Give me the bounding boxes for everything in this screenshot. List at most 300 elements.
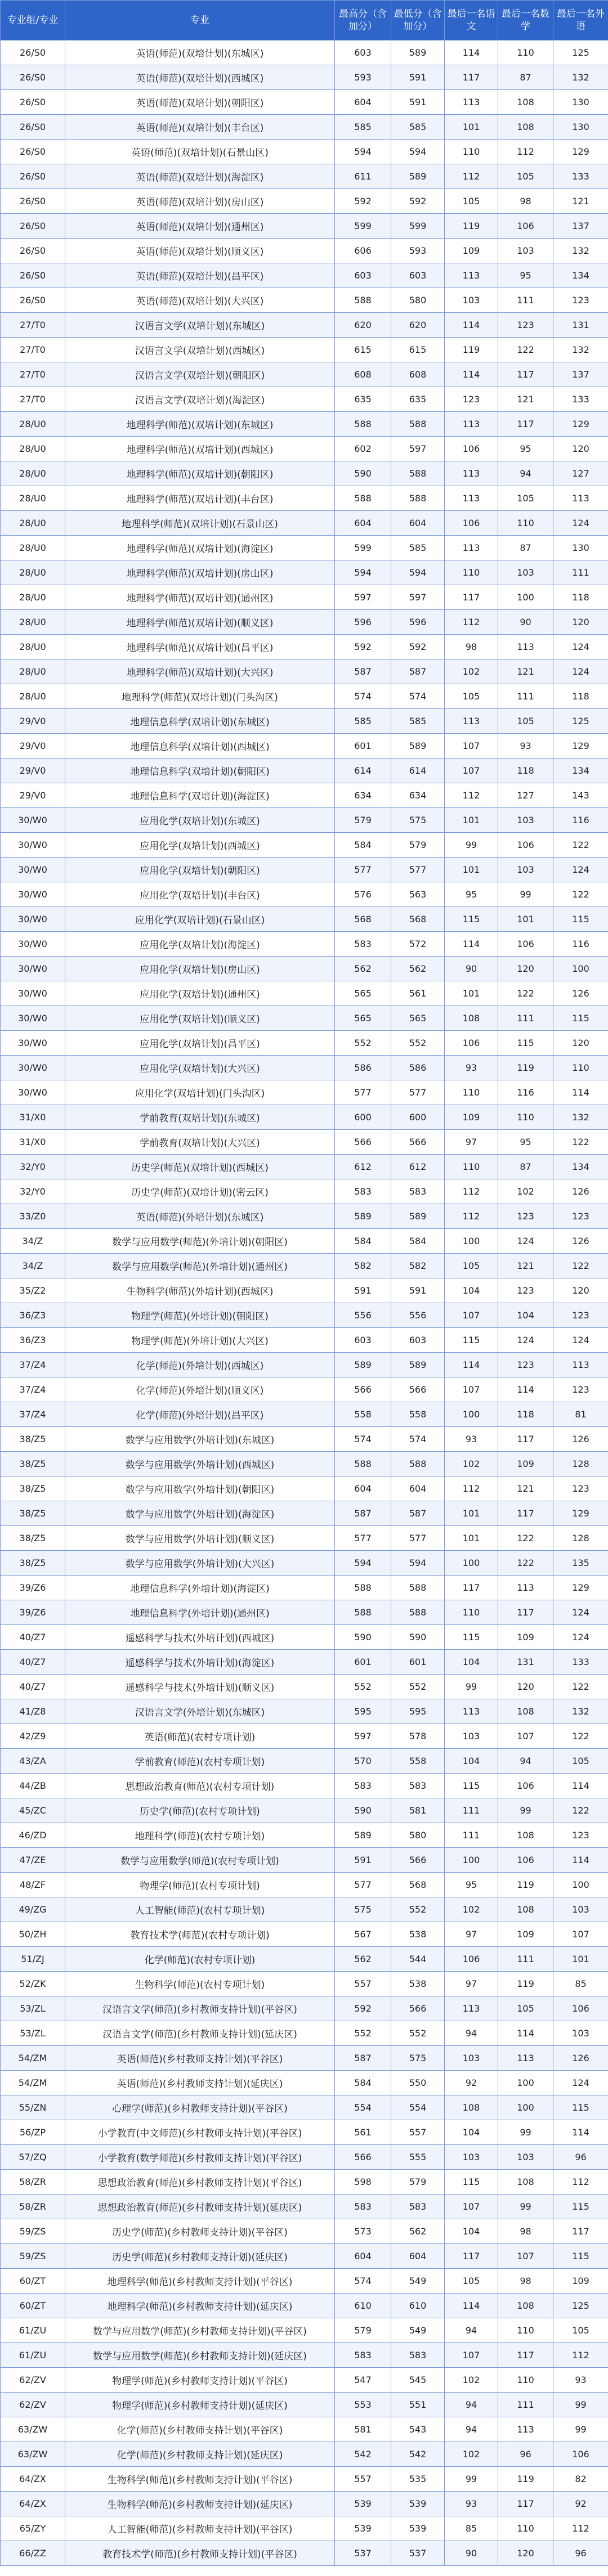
group-cell: 34/Z [1, 1229, 65, 1254]
max-score-cell: 587 [335, 659, 391, 684]
table-row [1, 1402, 608, 1427]
group-cell: 41/Z8 [1, 1699, 65, 1724]
group-cell: 34/Z [1, 1254, 65, 1278]
max-score-cell: 557 [335, 1972, 391, 1996]
major-cell: 英语(师范)(乡村教师支持计划)(平谷区) [65, 2046, 335, 2071]
major-cell: 汉语言文学(师范)(乡村教师支持计划)(平谷区) [65, 1996, 335, 2021]
last-chinese-cell: 106 [445, 511, 498, 536]
major-cell: 应用化学(双培计划)(大兴区) [65, 1056, 335, 1080]
max-score-cell: 552 [335, 1675, 391, 1699]
major-cell: 生物科学(师范)(乡村教师支持计划)(平谷区) [65, 2467, 335, 2492]
major-cell: 化学(师范)(乡村教师支持计划)(平谷区) [65, 2417, 335, 2442]
min-score-cell: 634 [391, 783, 445, 808]
major-cell: 应用化学(双培计划)(门头沟区) [65, 1080, 335, 1105]
group-cell: 28/U0 [1, 684, 65, 709]
max-score-cell: 570 [335, 1749, 391, 1774]
last-english-cell: 117 [553, 2219, 608, 2244]
last-english-cell: 126 [553, 1179, 608, 1204]
min-score-cell: 538 [391, 1972, 445, 1996]
last-english-cell: 121 [553, 189, 608, 214]
max-score-cell: 565 [335, 981, 391, 1006]
table-row [1, 263, 608, 288]
last-english-cell: 110 [553, 1056, 608, 1080]
max-score-cell: 581 [335, 2417, 391, 2442]
last-chinese-cell: 101 [445, 1526, 498, 1551]
group-cell: 30/W0 [1, 882, 65, 907]
min-score-cell: 588 [391, 1600, 445, 1625]
max-score-cell: 577 [335, 1080, 391, 1105]
last-math-cell: 94 [498, 461, 553, 486]
last-chinese-cell: 117 [445, 65, 498, 90]
last-chinese-cell: 102 [445, 1897, 498, 1922]
min-score-cell: 589 [391, 734, 445, 759]
last-english-cell: 115 [553, 1006, 608, 1031]
min-score-cell: 574 [391, 1427, 445, 1452]
last-english-cell: 126 [553, 2046, 608, 2071]
major-cell: 英语(师范)(双培计划)(大兴区) [65, 288, 335, 313]
min-score-cell: 577 [391, 1526, 445, 1551]
group-cell: 31/X0 [1, 1105, 65, 1130]
last-chinese-cell: 101 [445, 808, 498, 833]
major-cell: 化学(师范)(外培计划)(西城区) [65, 1353, 335, 1377]
group-cell: 40/Z7 [1, 1650, 65, 1675]
min-score-cell: 572 [391, 932, 445, 957]
last-english-cell: 99 [553, 2393, 608, 2417]
min-score-cell: 537 [391, 2541, 445, 2566]
last-chinese-cell: 102 [445, 2368, 498, 2393]
group-cell: 38/Z5 [1, 1477, 65, 1501]
min-score-cell: 604 [391, 511, 445, 536]
last-math-cell: 112 [498, 140, 553, 164]
group-cell: 26/S0 [1, 65, 65, 90]
group-cell: 37/Z4 [1, 1402, 65, 1427]
last-chinese-cell: 114 [445, 41, 498, 65]
table-row [1, 461, 608, 486]
last-english-cell: 101 [553, 1947, 608, 1972]
last-chinese-cell: 117 [445, 585, 498, 610]
major-cell: 地理科学(师范)(双培计划)(通州区) [65, 585, 335, 610]
major-cell: 地理科学(师范)(双培计划)(昌平区) [65, 635, 335, 659]
last-english-cell: 106 [553, 2442, 608, 2467]
group-cell: 32/Y0 [1, 1155, 65, 1179]
header-min-score: 最低分（含加分） [391, 1, 445, 41]
max-score-cell: 604 [335, 1477, 391, 1501]
group-cell: 65/ZY [1, 2516, 65, 2541]
min-score-cell: 566 [391, 1130, 445, 1155]
last-math-cell: 113 [498, 1576, 553, 1600]
last-english-cell: 120 [553, 437, 608, 461]
max-score-cell: 588 [335, 1600, 391, 1625]
group-cell: 47/ZE [1, 1848, 65, 1873]
table-row [1, 1625, 608, 1650]
last-math-cell: 121 [498, 387, 553, 412]
major-cell: 汉语言文学(双培计划)(东城区) [65, 313, 335, 338]
major-cell: 英语(师范)(双培计划)(顺义区) [65, 239, 335, 263]
last-english-cell: 85 [553, 1972, 608, 1996]
min-score-cell: 591 [391, 65, 445, 90]
min-score-cell: 589 [391, 1204, 445, 1229]
last-math-cell: 99 [498, 2120, 553, 2145]
min-score-cell: 581 [391, 1798, 445, 1823]
last-math-cell: 123 [498, 1353, 553, 1377]
last-chinese-cell: 104 [445, 1278, 498, 1303]
last-english-cell: 126 [553, 981, 608, 1006]
table-row [1, 1056, 608, 1080]
min-score-cell: 584 [391, 1229, 445, 1254]
table-row [1, 684, 608, 709]
max-score-cell: 562 [335, 1947, 391, 1972]
last-math-cell: 117 [498, 1427, 553, 1452]
last-math-cell: 108 [498, 2294, 553, 2318]
last-chinese-cell: 94 [445, 2393, 498, 2417]
table-row [1, 957, 608, 981]
header-group: 专业组/专业 [1, 1, 65, 41]
table-row [1, 1897, 608, 1922]
min-score-cell: 603 [391, 1328, 445, 1353]
max-score-cell: 612 [335, 1155, 391, 1179]
last-english-cell: 115 [553, 2095, 608, 2120]
group-cell: 57/ZQ [1, 2145, 65, 2170]
group-cell: 28/U0 [1, 610, 65, 635]
last-chinese-cell: 115 [445, 1328, 498, 1353]
last-english-cell: 82 [553, 2467, 608, 2492]
last-english-cell: 130 [553, 115, 608, 140]
group-cell: 64/ZX [1, 2467, 65, 2492]
last-math-cell: 99 [498, 882, 553, 907]
last-english-cell: 125 [553, 709, 608, 734]
max-score-cell: 588 [335, 1452, 391, 1477]
group-cell: 38/Z5 [1, 1452, 65, 1477]
max-score-cell: 585 [335, 115, 391, 140]
group-cell: 36/Z3 [1, 1328, 65, 1353]
last-english-cell: 122 [553, 1798, 608, 1823]
major-cell: 英语(师范)(双培计划)(丰台区) [65, 115, 335, 140]
max-score-cell: 539 [335, 2516, 391, 2541]
min-score-cell: 583 [391, 1179, 445, 1204]
last-english-cell: 129 [553, 412, 608, 437]
table-row [1, 1526, 608, 1551]
last-chinese-cell: 93 [445, 2492, 498, 2516]
last-english-cell: 114 [553, 2120, 608, 2145]
max-score-cell: 602 [335, 437, 391, 461]
last-math-cell: 108 [498, 2170, 553, 2194]
last-math-cell: 122 [498, 1551, 553, 1576]
last-english-cell: 99 [553, 2417, 608, 2442]
group-cell: 55/ZN [1, 2095, 65, 2120]
min-score-cell: 588 [391, 486, 445, 511]
table-row [1, 189, 608, 214]
table-row [1, 1377, 608, 1402]
table-row [1, 1699, 608, 1724]
table-row [1, 536, 608, 560]
table-row [1, 981, 608, 1006]
table-row [1, 1576, 608, 1600]
last-math-cell: 120 [498, 1675, 553, 1699]
major-cell: 数学与应用数学(师范)(农村专项计划) [65, 1848, 335, 1873]
min-score-cell: 601 [391, 1650, 445, 1675]
max-score-cell: 575 [335, 1897, 391, 1922]
max-score-cell: 573 [335, 2219, 391, 2244]
header-last-chinese: 最后一名语文 [445, 1, 498, 41]
last-math-cell: 106 [498, 1848, 553, 1873]
max-score-cell: 594 [335, 1551, 391, 1576]
min-score-cell: 583 [391, 1774, 445, 1798]
min-score-cell: 612 [391, 1155, 445, 1179]
last-math-cell: 117 [498, 412, 553, 437]
last-chinese-cell: 114 [445, 313, 498, 338]
min-score-cell: 579 [391, 2170, 445, 2194]
group-cell: 58/ZR [1, 2194, 65, 2219]
table-row [1, 1427, 608, 1452]
major-cell: 历史学(师范)(乡村教师支持计划)(平谷区) [65, 2219, 335, 2244]
major-cell: 汉语言文学(双培计划)(海淀区) [65, 387, 335, 412]
min-score-cell: 594 [391, 560, 445, 585]
max-score-cell: 634 [335, 783, 391, 808]
group-cell: 45/ZC [1, 1798, 65, 1823]
last-english-cell: 122 [553, 833, 608, 858]
group-cell: 61/ZU [1, 2318, 65, 2343]
last-chinese-cell: 112 [445, 1179, 498, 1204]
table-row [1, 1254, 608, 1278]
last-english-cell: 132 [553, 1105, 608, 1130]
max-score-cell: 583 [335, 2343, 391, 2368]
last-english-cell: 96 [553, 2541, 608, 2566]
group-cell: 35/Z2 [1, 1278, 65, 1303]
table-row [1, 808, 608, 833]
last-english-cell: 123 [553, 1477, 608, 1501]
last-chinese-cell: 95 [445, 1873, 498, 1897]
major-cell: 数学与应用数学(外培计划)(西城区) [65, 1452, 335, 1477]
last-chinese-cell: 112 [445, 610, 498, 635]
min-score-cell: 574 [391, 684, 445, 709]
table-row [1, 2368, 608, 2393]
major-cell: 地理科学(师范)(双培计划)(顺义区) [65, 610, 335, 635]
major-cell: 汉语言文学(双培计划)(朝阳区) [65, 362, 335, 387]
table-row [1, 1452, 608, 1477]
table-row [1, 783, 608, 808]
last-chinese-cell: 117 [445, 2244, 498, 2269]
major-cell: 历史学(师范)(乡村教师支持计划)(延庆区) [65, 2244, 335, 2269]
last-english-cell: 113 [553, 486, 608, 511]
last-math-cell: 123 [498, 313, 553, 338]
min-score-cell: 562 [391, 2219, 445, 2244]
min-score-cell: 600 [391, 1105, 445, 1130]
group-cell: 28/U0 [1, 511, 65, 536]
max-score-cell: 614 [335, 759, 391, 783]
last-math-cell: 109 [498, 1922, 553, 1947]
last-english-cell: 132 [553, 1699, 608, 1724]
major-cell: 思想政治教育(师范)(农村专项计划) [65, 1774, 335, 1798]
min-score-cell: 592 [391, 635, 445, 659]
group-cell: 51/ZJ [1, 1947, 65, 1972]
last-chinese-cell: 100 [445, 1229, 498, 1254]
major-cell: 应用化学(双培计划)(西城区) [65, 833, 335, 858]
last-chinese-cell: 103 [445, 2046, 498, 2071]
last-math-cell: 108 [498, 1699, 553, 1724]
table-row [1, 1179, 608, 1204]
last-english-cell: 123 [553, 1823, 608, 1848]
max-score-cell: 620 [335, 313, 391, 338]
min-score-cell: 591 [391, 90, 445, 115]
table-row [1, 239, 608, 263]
last-english-cell: 137 [553, 214, 608, 239]
last-math-cell: 103 [498, 239, 553, 263]
group-cell: 39/Z6 [1, 1576, 65, 1600]
last-chinese-cell: 104 [445, 2120, 498, 2145]
last-chinese-cell: 113 [445, 90, 498, 115]
max-score-cell: 584 [335, 833, 391, 858]
table-row [1, 214, 608, 239]
last-english-cell: 143 [553, 783, 608, 808]
major-cell: 化学(师范)(外培计划)(顺义区) [65, 1377, 335, 1402]
last-english-cell: 126 [553, 1427, 608, 1452]
last-english-cell: 114 [553, 1774, 608, 1798]
last-english-cell: 123 [553, 1303, 608, 1328]
major-cell: 地理科学(师范)(双培计划)(海淀区) [65, 536, 335, 560]
table-row [1, 2541, 608, 2566]
max-score-cell: 568 [335, 907, 391, 932]
last-chinese-cell: 114 [445, 1353, 498, 1377]
table-row [1, 1972, 608, 1996]
table-row [1, 1031, 608, 1056]
major-cell: 应用化学(双培计划)(昌平区) [65, 1031, 335, 1056]
table-row [1, 1130, 608, 1155]
last-math-cell: 111 [498, 1006, 553, 1031]
min-score-cell: 577 [391, 858, 445, 882]
last-math-cell: 121 [498, 1477, 553, 1501]
table-row [1, 1922, 608, 1947]
last-english-cell: 129 [553, 140, 608, 164]
last-english-cell: 126 [553, 1229, 608, 1254]
table-row [1, 1650, 608, 1675]
major-cell: 数学与应用数学(外培计划)(海淀区) [65, 1501, 335, 1526]
table-row [1, 2516, 608, 2541]
table-row [1, 90, 608, 115]
last-math-cell: 101 [498, 907, 553, 932]
min-score-cell: 568 [391, 907, 445, 932]
last-chinese-cell: 99 [445, 1675, 498, 1699]
last-math-cell: 117 [498, 1600, 553, 1625]
min-score-cell: 578 [391, 1724, 445, 1749]
group-cell: 28/U0 [1, 560, 65, 585]
group-cell: 28/U0 [1, 536, 65, 560]
min-score-cell: 552 [391, 2021, 445, 2046]
min-score-cell: 588 [391, 1452, 445, 1477]
last-chinese-cell: 108 [445, 1006, 498, 1031]
last-english-cell: 100 [553, 957, 608, 981]
min-score-cell: 557 [391, 2120, 445, 2145]
table-row [1, 759, 608, 783]
table-row [1, 1105, 608, 1130]
max-score-cell: 539 [335, 2492, 391, 2516]
table-row [1, 437, 608, 461]
max-score-cell: 562 [335, 957, 391, 981]
table-row [1, 1080, 608, 1105]
major-cell: 数学与应用数学(师范)(乡村教师支持计划)(平谷区) [65, 2318, 335, 2343]
last-english-cell: 105 [553, 1749, 608, 1774]
last-english-cell: 133 [553, 1650, 608, 1675]
group-cell: 46/ZD [1, 1823, 65, 1848]
last-math-cell: 93 [498, 734, 553, 759]
group-cell: 26/S0 [1, 214, 65, 239]
major-cell: 化学(师范)(外培计划)(昌平区) [65, 1402, 335, 1427]
major-cell: 小学教育(中文师范)(乡村教师支持计划)(平谷区) [65, 2120, 335, 2145]
table-row [1, 1328, 608, 1353]
table-row [1, 2194, 608, 2219]
last-chinese-cell: 111 [445, 1798, 498, 1823]
major-cell: 学前教育(师范)(农村专项计划) [65, 1749, 335, 1774]
min-score-cell: 588 [391, 1576, 445, 1600]
major-cell: 数学与应用数学(师范)(乡村教师支持计划)(延庆区) [65, 2343, 335, 2368]
last-chinese-cell: 115 [445, 907, 498, 932]
last-english-cell: 115 [553, 907, 608, 932]
last-english-cell: 123 [553, 288, 608, 313]
min-score-cell: 589 [391, 1353, 445, 1377]
last-english-cell: 116 [553, 808, 608, 833]
major-cell: 英语(师范)(双培计划)(朝阳区) [65, 90, 335, 115]
last-chinese-cell: 101 [445, 115, 498, 140]
last-english-cell: 120 [553, 1031, 608, 1056]
group-cell: 63/ZW [1, 2417, 65, 2442]
last-english-cell: 122 [553, 1254, 608, 1278]
max-score-cell: 595 [335, 1699, 391, 1724]
min-score-cell: 551 [391, 2393, 445, 2417]
min-score-cell: 586 [391, 1056, 445, 1080]
max-score-cell: 586 [335, 1056, 391, 1080]
table-row [1, 2145, 608, 2170]
last-chinese-cell: 102 [445, 659, 498, 684]
max-score-cell: 566 [335, 1130, 391, 1155]
max-score-cell: 561 [335, 2120, 391, 2145]
table-row [1, 1749, 608, 1774]
last-math-cell: 117 [498, 1501, 553, 1526]
max-score-cell: 565 [335, 1006, 391, 1031]
last-chinese-cell: 105 [445, 189, 498, 214]
table-row [1, 288, 608, 313]
last-math-cell: 103 [498, 858, 553, 882]
group-cell: 28/U0 [1, 585, 65, 610]
last-english-cell: 124 [553, 635, 608, 659]
table-row [1, 932, 608, 957]
last-math-cell: 123 [498, 1204, 553, 1229]
last-chinese-cell: 119 [445, 214, 498, 239]
major-cell: 地理科学(师范)(乡村教师支持计划)(延庆区) [65, 2294, 335, 2318]
min-score-cell: 585 [391, 536, 445, 560]
major-cell: 应用化学(双培计划)(丰台区) [65, 882, 335, 907]
last-english-cell: 132 [553, 239, 608, 263]
max-score-cell: 574 [335, 1427, 391, 1452]
table-row [1, 338, 608, 362]
last-chinese-cell: 110 [445, 560, 498, 585]
max-score-cell: 585 [335, 709, 391, 734]
last-english-cell: 115 [553, 2244, 608, 2269]
major-cell: 数学与应用数学(外培计划)(东城区) [65, 1427, 335, 1452]
last-math-cell: 119 [498, 1873, 553, 1897]
min-score-cell: 544 [391, 1947, 445, 1972]
max-score-cell: 583 [335, 2194, 391, 2219]
last-chinese-cell: 100 [445, 1551, 498, 1576]
last-chinese-cell: 99 [445, 2467, 498, 2492]
last-english-cell: 125 [553, 41, 608, 65]
last-math-cell: 105 [498, 164, 553, 189]
max-score-cell: 589 [335, 1823, 391, 1848]
last-english-cell: 124 [553, 1328, 608, 1353]
last-english-cell: 124 [553, 858, 608, 882]
major-cell: 地理科学(师范)(双培计划)(石景山区) [65, 511, 335, 536]
last-english-cell: 131 [553, 313, 608, 338]
major-cell: 英语(师范)(双培计划)(石景山区) [65, 140, 335, 164]
group-cell: 50/ZH [1, 1922, 65, 1947]
